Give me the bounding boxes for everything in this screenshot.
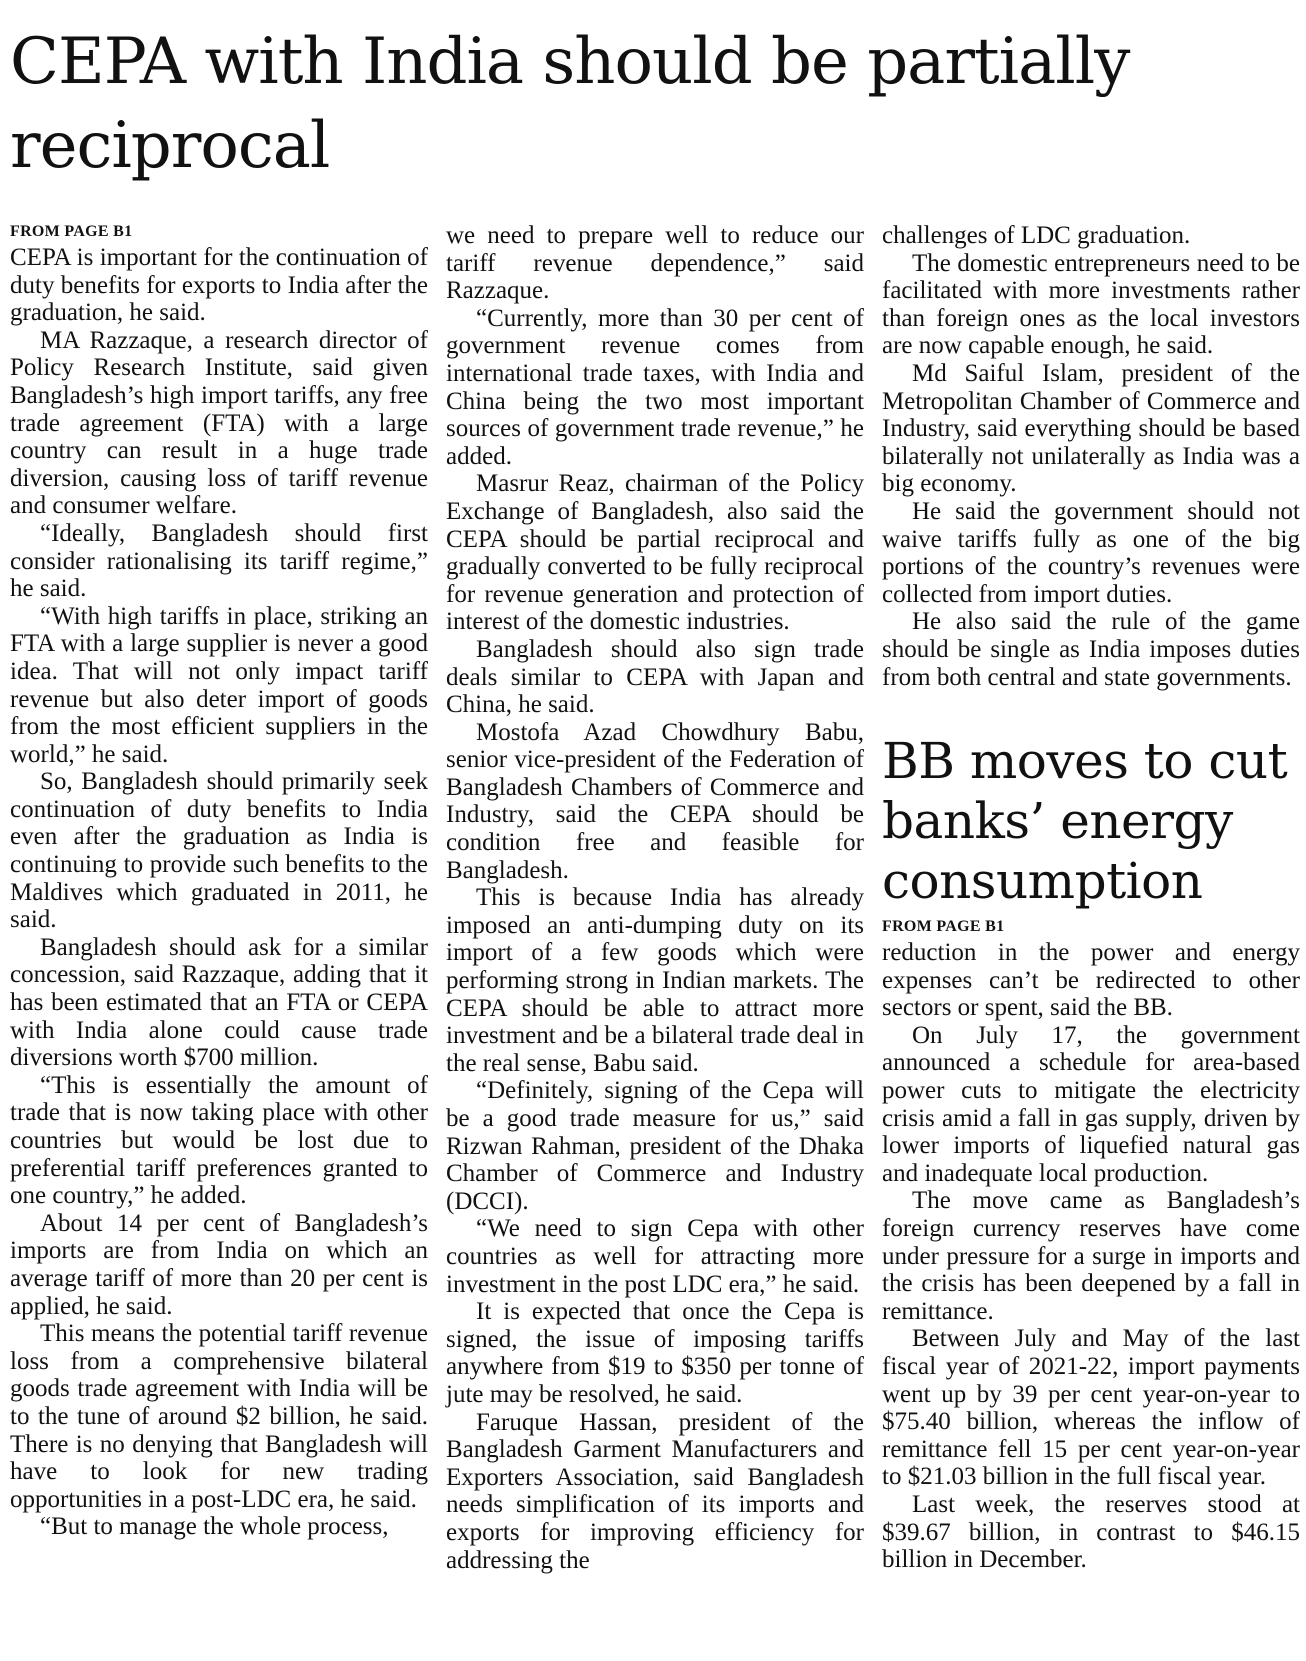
paragraph: Mostofa Azad Chowdhury Babu, senior vice-president of the Federation of Bangladesh Chambers of Commerce and Industry, said the CEPA should be condition free and feasible for Bangladesh. xyxy=(446,718,864,884)
paragraph: “This is essentially the amount of trade that is now taking place with other countries but would be lost due to preferential tariff preferences granted to one country,” he added. xyxy=(10,1071,428,1210)
paragraph: This means the potential tariff revenue loss from a comprehensive bilateral goods trade agreement with India will be to the tune of around $2 billion, he said. There is no denying that Bangladesh will have to look for new trading opportunities in a post-LDC era, he said. xyxy=(10,1320,428,1513)
main-headline: CEPA with India should be partially reciprocal xyxy=(10,25,1130,183)
paragraph: MA Razzaque, a research director of Policy Research Institute, said given Bangladesh’s high import tariffs, any free trade agreement (FTA) with a large country can result in a huge trade diversion, causing loss of tariff revenue and consumer welfare. xyxy=(10,326,428,520)
paragraph: “Currently, more than 30 per cent of government revenue comes from international trade taxes, with India and China being the two most important sources of government trade revenue,” he added. xyxy=(446,304,864,470)
paragraph: So, Bangladesh should primarily seek continuation of duty benefits to India even after the graduation as India is continuing to provide such benefits to the Maldives which graduated in 2011, he said. xyxy=(10,768,428,934)
paragraph: This is because India has already imposed an anti-dumping duty on its import of a few goods which were performing strong in Indian markets. The CEPA should be able to attract more investment and be a bilateral trade deal in the real sense, Babu said. xyxy=(446,884,864,1077)
paragraph: On July 17, the government announced a schedule for area-based power cuts to mitigate the electricity crisis amid a fall in gas supply, driven by lower imports of liquefied natural gas and inadequate local production. xyxy=(882,1021,1300,1187)
paragraph: He also said the rule of the game should be single as India imposes duties from both central and state governments. xyxy=(882,608,1300,691)
paragraph: Md Saiful Islam, president of the Metropolitan Chamber of Commerce and Industry, said everything should be based bilaterally not unilaterally as India was a big economy. xyxy=(882,359,1300,498)
paragraph: challenges of LDC graduation. xyxy=(882,222,1191,249)
column-1 xyxy=(10,222,428,1541)
paragraph: CEPA is important for the continuation of duty benefits for exports to India after the graduation, he said. xyxy=(10,244,428,327)
paragraph: “We need to sign Cepa with other countries as well for attracting more investment in the post LDC era,” he said. xyxy=(446,1215,864,1298)
paragraph: we need to prepare well to reduce our tariff revenue dependence,” said Razzaque. xyxy=(446,222,864,305)
paragraph: Between July and May of the last fiscal year of 2021-22, import payments went up by 39 per cent year-on-year to $75.40 billion, whereas the inflow of remittance fell 15 per cent year-on-year to $21.03 billion in the full fiscal year. xyxy=(882,1325,1300,1491)
paragraph: It is expected that once the Cepa is signed, the issue of imposing tariffs anywhere from $19 to $350 per tonne of jute may be resolved, he said. xyxy=(446,1298,864,1408)
paragraph: Faruque Hassan, president of the Bangladesh Garment Manufacturers and Exporters Association, said Bangladesh needs simplification of its imports and exports for improving efficiency for addressing the xyxy=(446,1408,864,1574)
continuation-kicker: FROM PAGE B1 xyxy=(10,223,133,240)
paragraph: Bangladesh should also sign trade deals similar to CEPA with Japan and China, he said. xyxy=(446,635,864,719)
paragraph: The domestic entrepreneurs need to be facilitated with more investments rather than foreign ones as the local investors are now capable enough, he said. xyxy=(882,249,1300,360)
second-article-kicker: FROM PAGE B1 xyxy=(882,918,1005,936)
second-article-headline: BB moves to cut banks’ energy consumption xyxy=(882,732,1288,911)
paragraph: “Definitely, signing of the Cepa will be a good trade measure for us,” said Rizwan Rahman, president of the Dhaka Chamber of Commerce and Industry (DCCI). xyxy=(446,1077,864,1215)
paragraph: The move came as Bangladesh’s foreign currency reserves have come under pressure for a surge in imports and the crisis has been deepened by a fall in remittance. xyxy=(882,1187,1300,1325)
column-3 xyxy=(882,222,1300,1574)
paragraph: Masrur Reaz, chairman of the Policy Exchange of Bangladesh, also said the CEPA should be partial reciprocal and gradually converted to be fully reciprocal for revenue generation and protection of interest of the domestic industries. xyxy=(446,470,864,636)
paragraph: “But to manage the whole process, xyxy=(40,1513,389,1541)
paragraph: “Ideally, Bangladesh should first consider rationalising its tariff regime,” he said. xyxy=(10,519,428,603)
paragraph: reduction in the power and energy expenses can’t be redirected to other sectors or spent, said the BB. xyxy=(882,939,1300,1022)
paragraph: Bangladesh should ask for a similar concession, said Razzaque, adding that it has been estimated that an FTA or CEPA with India alone could cause trade diversions worth $700 million. xyxy=(10,933,428,1072)
paragraph: He said the government should not waive tariffs fully as one of the big portions of the country’s revenues were collected from import duties. xyxy=(882,497,1300,608)
column-2 xyxy=(446,222,864,1574)
paragraph: Last week, the reserves stood at $39.67 billion, in contrast to $46.15 billion in December. xyxy=(882,1490,1300,1574)
paragraph: “With high tariffs in place, striking an FTA with a large supplier is never a good idea. That will not only impact tariff revenue but also deter import of goods from the most efficient suppliers in the world,” he said. xyxy=(10,602,428,768)
paragraph: About 14 per cent of Bangladesh’s imports are from India on which an average tariff of more than 20 per cent is applied, he said. xyxy=(10,1209,428,1320)
